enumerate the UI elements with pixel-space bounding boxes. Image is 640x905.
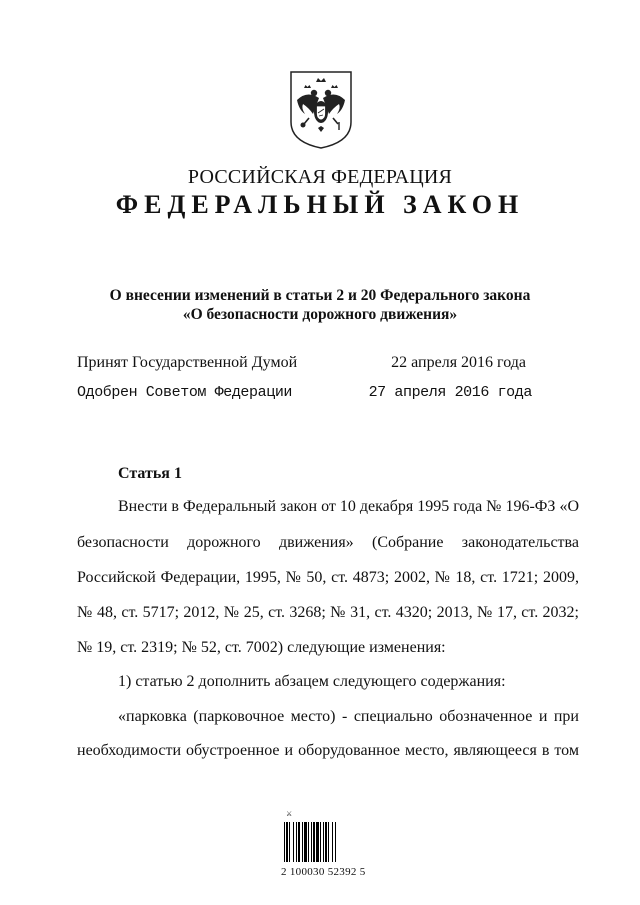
council-approval-date: 27 апреля 2016 года bbox=[368, 384, 532, 401]
text-line: Внести в Федеральный закон от 10 декабря 1995 года № 196-ФЗ «О bbox=[118, 498, 579, 515]
article-heading: Статья 1 bbox=[118, 465, 182, 482]
barcode-bar bbox=[336, 822, 337, 862]
text-line: необходимости обустроенное и оборудованное место, являющееся в том bbox=[77, 742, 579, 759]
text-line: «парковка (парковочное место) - специально обозначенное и при bbox=[118, 708, 579, 725]
document-type: ФЕДЕРАЛЬНЫЙ ЗАКОН bbox=[115, 190, 525, 219]
law-title-line: О внесении изменений в статьи 2 и 20 Федерального закона bbox=[109, 287, 531, 304]
council-approval-label: Одобрен Советом Федерации bbox=[77, 384, 293, 401]
council-approval bbox=[77, 384, 532, 401]
duma-approval-label: Принят Государственной Думой bbox=[77, 354, 298, 371]
law-title bbox=[0, 286, 640, 324]
coat-of-arms-icon bbox=[289, 70, 353, 150]
text-line: № 19, ст. 2319; № 52, ст. 7002) следующие изменения: bbox=[77, 639, 446, 656]
duma-approval bbox=[77, 354, 532, 372]
law-title-line: «О безопасности дорожного движения» bbox=[182, 306, 458, 323]
text-line: безопасности дорожного движения» (Собрание законодательства bbox=[77, 534, 579, 551]
barcode-bars bbox=[284, 822, 364, 862]
text-line: № 48, ст. 5717; 2012, № 25, ст. 3268; № 31, ст. 4320; 2013, № 17, ст. 2032; bbox=[77, 604, 579, 621]
country-name: РОССИЙСКАЯ ФЕДЕРАЦИЯ bbox=[187, 166, 453, 188]
barcode-number: 2 100030 52392 5 bbox=[281, 866, 366, 878]
text-line: 1) статью 2 дополнить абзацем следующего содержания: bbox=[118, 673, 506, 690]
barcode-mark-icon: ⚔ bbox=[286, 810, 293, 818]
text-line: Российской Федерации, 1995, № 50, ст. 4873; 2002, № 18, ст. 1721; 2009, bbox=[77, 569, 579, 586]
barcode bbox=[281, 810, 366, 882]
duma-approval-date: 22 апреля 2016 года bbox=[391, 354, 526, 371]
